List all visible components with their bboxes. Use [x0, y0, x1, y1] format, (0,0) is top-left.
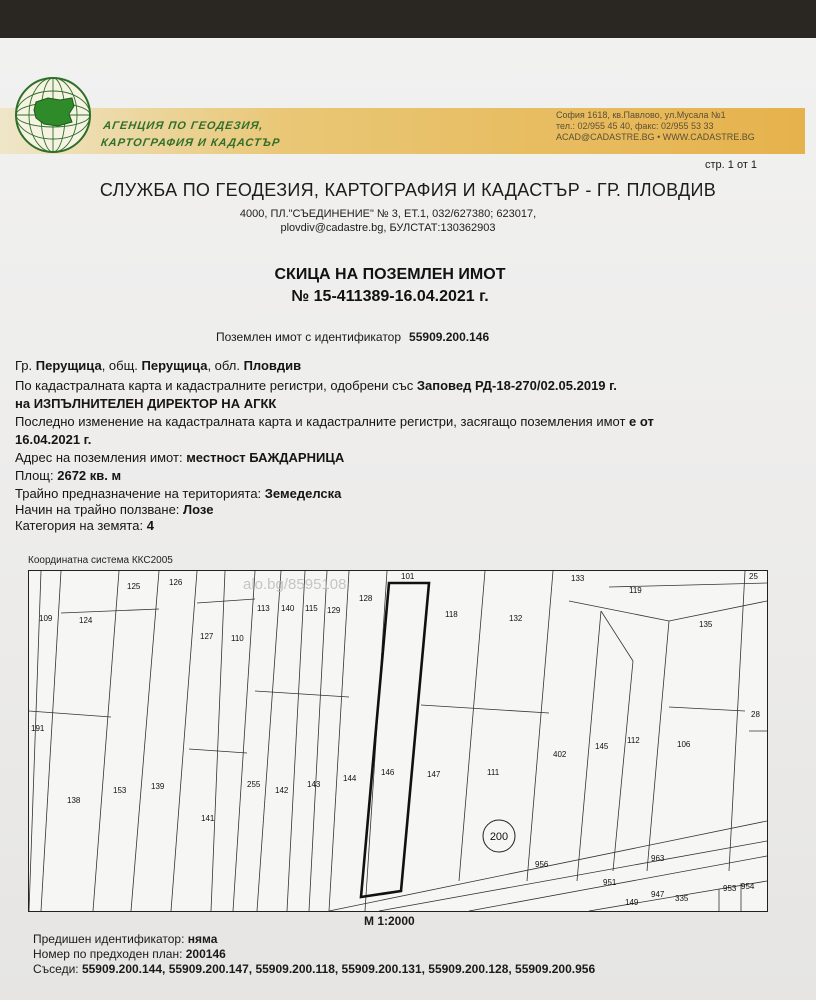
parcel-label-963: 963 — [651, 854, 665, 863]
parcel-label-402: 402 — [553, 750, 567, 759]
parcel-label-118: 118 — [445, 610, 458, 619]
parcel-label-119: 119 — [629, 586, 642, 595]
last-change-from: е от — [629, 414, 654, 429]
agency-address — [556, 110, 801, 143]
identifier-line — [216, 330, 489, 344]
office-contact: plovdiv@cadastre.bg, БУЛСТАТ:130362903 — [280, 222, 496, 234]
previous-plan-line — [33, 947, 226, 961]
page-number: стр. 1 от 1 — [705, 159, 758, 171]
location-prefix: Гр. — [15, 358, 36, 373]
region-prefix: , обл. — [207, 358, 244, 373]
cadastral-map-drawing — [29, 571, 767, 911]
parcel-label-147: 147 — [427, 770, 441, 779]
parcel-label-133: 133 — [571, 574, 585, 583]
agency-name — [100, 118, 345, 152]
approval-line — [15, 378, 617, 393]
last-change-date-line — [15, 432, 91, 447]
location-line — [15, 358, 301, 373]
parcel-label-113: 113 — [257, 604, 270, 613]
parcel-label-139: 139 — [151, 782, 165, 791]
parcel-label-149: 149 — [625, 898, 639, 907]
agency-globe-logo-icon — [14, 76, 92, 154]
parcel-label-140: 140 — [281, 604, 295, 613]
area-label: Площ: — [15, 468, 58, 483]
parcel-label-111: 111 — [487, 768, 500, 777]
region: Пловдив — [243, 358, 302, 373]
map-scale: М 1:2000 — [364, 914, 415, 928]
address-value: местност БАЖДАРНИЦА — [186, 450, 345, 465]
agency-name-line1: АГЕНЦИЯ ПО ГЕОДЕЗИЯ, — [102, 120, 265, 132]
previous-id-value: няма — [187, 932, 218, 946]
parcel-label-954: 954 — [741, 882, 755, 891]
parcel-label-129: 129 — [327, 606, 341, 615]
town: Перущица — [35, 358, 102, 373]
previous-plan-label: Номер по предходен план: — [33, 947, 186, 961]
neighbours-value: 55909.200.144, 55909.200.147, 55909.200.118, 55909.200.131, 55909.200.128, 55909.200.956 — [81, 962, 596, 976]
purpose-line — [15, 486, 341, 501]
agency-address-line1: София 1618, кв.Павлово, ул.Мусала №1 — [556, 110, 726, 120]
parcel-label-146: 146 — [381, 768, 395, 777]
last-change-date: 16.04.2021 г. — [15, 432, 92, 447]
parcel-label-126: 126 — [169, 578, 183, 587]
approval-order: Заповед РД-18-270/02.05.2019 г. — [416, 378, 617, 393]
parcel-label-106: 106 — [677, 740, 691, 749]
category-line — [15, 518, 154, 533]
parcel-label-951: 951 — [603, 878, 617, 887]
municipality: Перущица — [141, 358, 208, 373]
identifier-value: 55909.200.146 — [409, 330, 490, 344]
previous-id-line — [33, 932, 217, 946]
parcel-label-947: 947 — [651, 890, 665, 899]
usage-value: Лозе — [183, 502, 214, 517]
sketch-title: СКИЦА НА ПОЗЕМЛЕН ИМОТ — [274, 266, 506, 283]
parcel-label-124: 124 — [79, 616, 93, 625]
cadastral-map — [28, 570, 768, 912]
usage-label: Начин на трайно ползване: — [15, 502, 184, 517]
subject-parcel-outline — [361, 583, 429, 897]
parcel-label-112: 112 — [627, 736, 640, 745]
parcel-label-125: 125 — [127, 582, 141, 591]
parcel-label-141: 141 — [201, 814, 215, 823]
parcel-label-128: 128 — [359, 594, 373, 603]
parcel-label-115: 115 — [305, 604, 318, 613]
agency-name-line2: КАРТОГРАФИЯ И КАДАСТЪР — [100, 137, 282, 149]
category-label: Категория на земята: — [15, 518, 147, 533]
office-name: СЛУЖБА ПО ГЕОДЕЗИЯ, КАРТОГРАФИЯ И КАДАСТЪР - ГР. ПЛОВДИВ — [99, 180, 717, 200]
neighbours-label: Съседи: — [33, 962, 82, 976]
previous-id-label: Предишен идентификатор: — [33, 932, 188, 946]
parcel-label-144: 144 — [343, 774, 357, 783]
purpose-value: Земеделска — [264, 486, 342, 501]
parcel-label-153: 153 — [113, 786, 127, 795]
municipality-prefix: , общ. — [101, 358, 142, 373]
parcel-label-132: 132 — [509, 614, 523, 623]
agency-address-line2: тел.: 02/955 45 40, факс: 02/955 53 33 — [556, 121, 714, 131]
parcel-label-28: 28 — [751, 710, 760, 719]
zone-label: 200 — [489, 831, 509, 843]
office-address: 4000, ПЛ."СЪЕДИНЕНИЕ" № 3, ЕТ.1, 032/627380; 623017, — [239, 208, 537, 220]
parcel-label-138: 138 — [67, 796, 81, 805]
parcel-label-191: 191 — [31, 724, 45, 733]
parcel-label-142: 142 — [275, 786, 289, 795]
area-value: 2672 кв. м — [57, 468, 122, 483]
last-change-line — [15, 414, 654, 429]
parcel-label-956: 956 — [535, 860, 549, 869]
parcel-label-953: 953 — [723, 884, 737, 893]
area-line — [15, 468, 121, 483]
parcel-label-255: 255 — [247, 780, 261, 789]
category-value: 4 — [146, 518, 154, 533]
neighbours-line — [33, 962, 595, 976]
parcel-label-127: 127 — [200, 632, 214, 641]
parcel-label-25: 25 — [749, 572, 758, 581]
previous-plan-value: 200146 — [185, 947, 226, 961]
parcel-label-135: 135 — [699, 620, 713, 629]
coordinate-system: Координатна система ККС2005 — [28, 555, 173, 566]
purpose-label: Трайно предназначение на територията: — [15, 486, 265, 501]
parcel-label-145: 145 — [595, 742, 609, 751]
approval-by-line — [15, 396, 276, 411]
address-line — [15, 450, 344, 465]
approval-by: на ИЗПЪЛНИТЕЛЕН ДИРЕКТОР НА АГКК — [15, 396, 277, 411]
parcel-label-335: 335 — [675, 894, 689, 903]
document-sheet — [0, 38, 816, 1000]
parcel-label-101: 101 — [401, 572, 415, 581]
identifier-label: Поземлен имот с идентификатор — [216, 330, 402, 344]
parcel-label-143: 143 — [307, 780, 321, 789]
parcel-label-110: 110 — [231, 634, 244, 643]
usage-line — [15, 502, 213, 517]
last-change-text: Последно изменение на кадастралната карта и кадастралните регистри, засягащо поземления имот — [15, 414, 630, 429]
sketch-number: № 15-411389-16.04.2021 г. — [291, 288, 489, 305]
agency-address-line3: ACAD@CADASTRE.BG • WWW.CADASTRE.BG — [556, 132, 755, 142]
map-watermark: alo.bg/8595108 — [243, 576, 347, 593]
approval-text: По кадастралната карта и кадастралните регистри, одобрени със — [15, 378, 417, 393]
address-label: Адрес на поземления имот: — [15, 450, 187, 465]
parcel-label-109: 109 — [39, 614, 53, 623]
